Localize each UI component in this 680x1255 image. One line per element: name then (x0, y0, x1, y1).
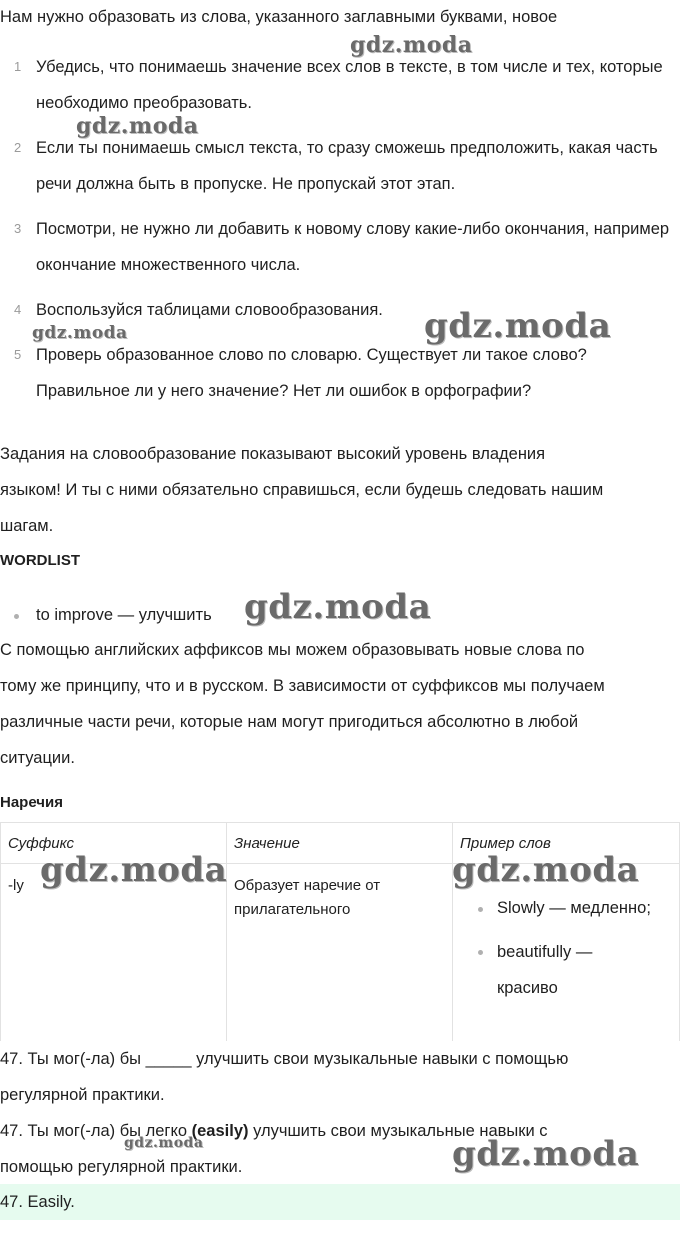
step-number: 3 (14, 221, 22, 236)
wordlist-heading: WORDLIST (0, 552, 80, 569)
task-line: регулярной практики. (0, 1086, 165, 1104)
adverbs-heading: Наречия (0, 794, 63, 811)
watermark-logo: gdz.moda (452, 1134, 640, 1174)
step-number: 1 (14, 59, 22, 74)
watermark-logo: gdz.moda (244, 587, 432, 627)
watermark-logo: gdz.moda (32, 323, 128, 343)
solution-highlight: (easily) (191, 1122, 249, 1140)
solution-text: улучшить свои музыкальные навыки с (248, 1122, 548, 1140)
paragraph-line: шагам. (0, 517, 54, 535)
table-header-suffix: Суффикс (8, 835, 74, 852)
bullet-icon (478, 907, 483, 912)
paragraph-line: ситуации. (0, 749, 75, 767)
paragraph-line: различные части речи, которые нам могут пригодиться абсолютно в любой (0, 713, 579, 731)
watermark-logo: gdz.moda (40, 850, 228, 890)
solution-line: помощью регулярной практики. (0, 1158, 243, 1176)
watermark-logo: gdz.moda (350, 32, 473, 58)
step-text: Воспользуйся таблицами словообразования. (36, 301, 383, 319)
paragraph-line: тому же принципу, что и в русском. В зависимости от суффиксов мы получаем (0, 677, 605, 695)
step-number: 5 (14, 347, 22, 362)
table-cell-meaning: прилагательного (234, 901, 351, 918)
watermark-logo: gdz.moda (76, 113, 199, 139)
watermark-logo: gdz.moda (424, 306, 612, 346)
paragraph-line: С помощью английских аффиксов мы можем образовывать новые слова по (0, 641, 585, 659)
answer-text: 47. Easily. (0, 1193, 75, 1211)
step-text: Убедись, что понимаешь значение всех слов в тексте, в том числе и тех, которые необходимо преобразовать. (36, 58, 663, 112)
bullet-icon (14, 614, 19, 619)
example-word: красиво (497, 979, 558, 997)
answer-box (0, 1184, 680, 1220)
step-text: Проверь образованное слово по словарю. Существует ли такое слово? Правильное ли у него значение? Нет ли ошибок в орфографии? (36, 346, 587, 400)
paragraph-line: Задания на словообразование показывают высокий уровень владения (0, 445, 546, 463)
wordlist-item: to improve — улучшить (36, 606, 212, 624)
table-cell-suffix: -ly (8, 877, 24, 894)
watermark-logo: gdz.moda (124, 1135, 204, 1151)
example-word: Slowly — медленно; (497, 899, 651, 917)
watermark-logo: gdz.moda (452, 850, 640, 890)
example-word: beautifully — (497, 943, 593, 961)
task-line: 47. Ты мог(-ла) бы _____ улучшить свои музыкальные навыки с помощью (0, 1050, 569, 1068)
table-header-examples: Пример слов (460, 835, 551, 852)
intro-text: Нам нужно образовать из слова, указанного заглавными буквами, новое (0, 8, 558, 26)
step-text: Если ты понимаешь смысл текста, то сразу сможешь предположить, какая часть речи должна быть в пропуске. Не пропускай этот этап. (36, 139, 658, 193)
paragraph-line: языком! И ты с ними обязательно справишься, если будешь следовать нашим (0, 481, 604, 499)
step-text: Посмотри, не нужно ли добавить к новому слову какие-либо окончания, например окончание множественного числа. (36, 220, 670, 274)
step-number: 4 (14, 302, 22, 317)
table-cell-meaning: Образует наречие от (234, 877, 381, 894)
bullet-icon (478, 950, 483, 955)
step-number: 2 (14, 140, 22, 155)
table-header-meaning: Значение (234, 835, 300, 852)
solution-text: 47. Ты мог(-ла) бы легко (0, 1122, 192, 1140)
